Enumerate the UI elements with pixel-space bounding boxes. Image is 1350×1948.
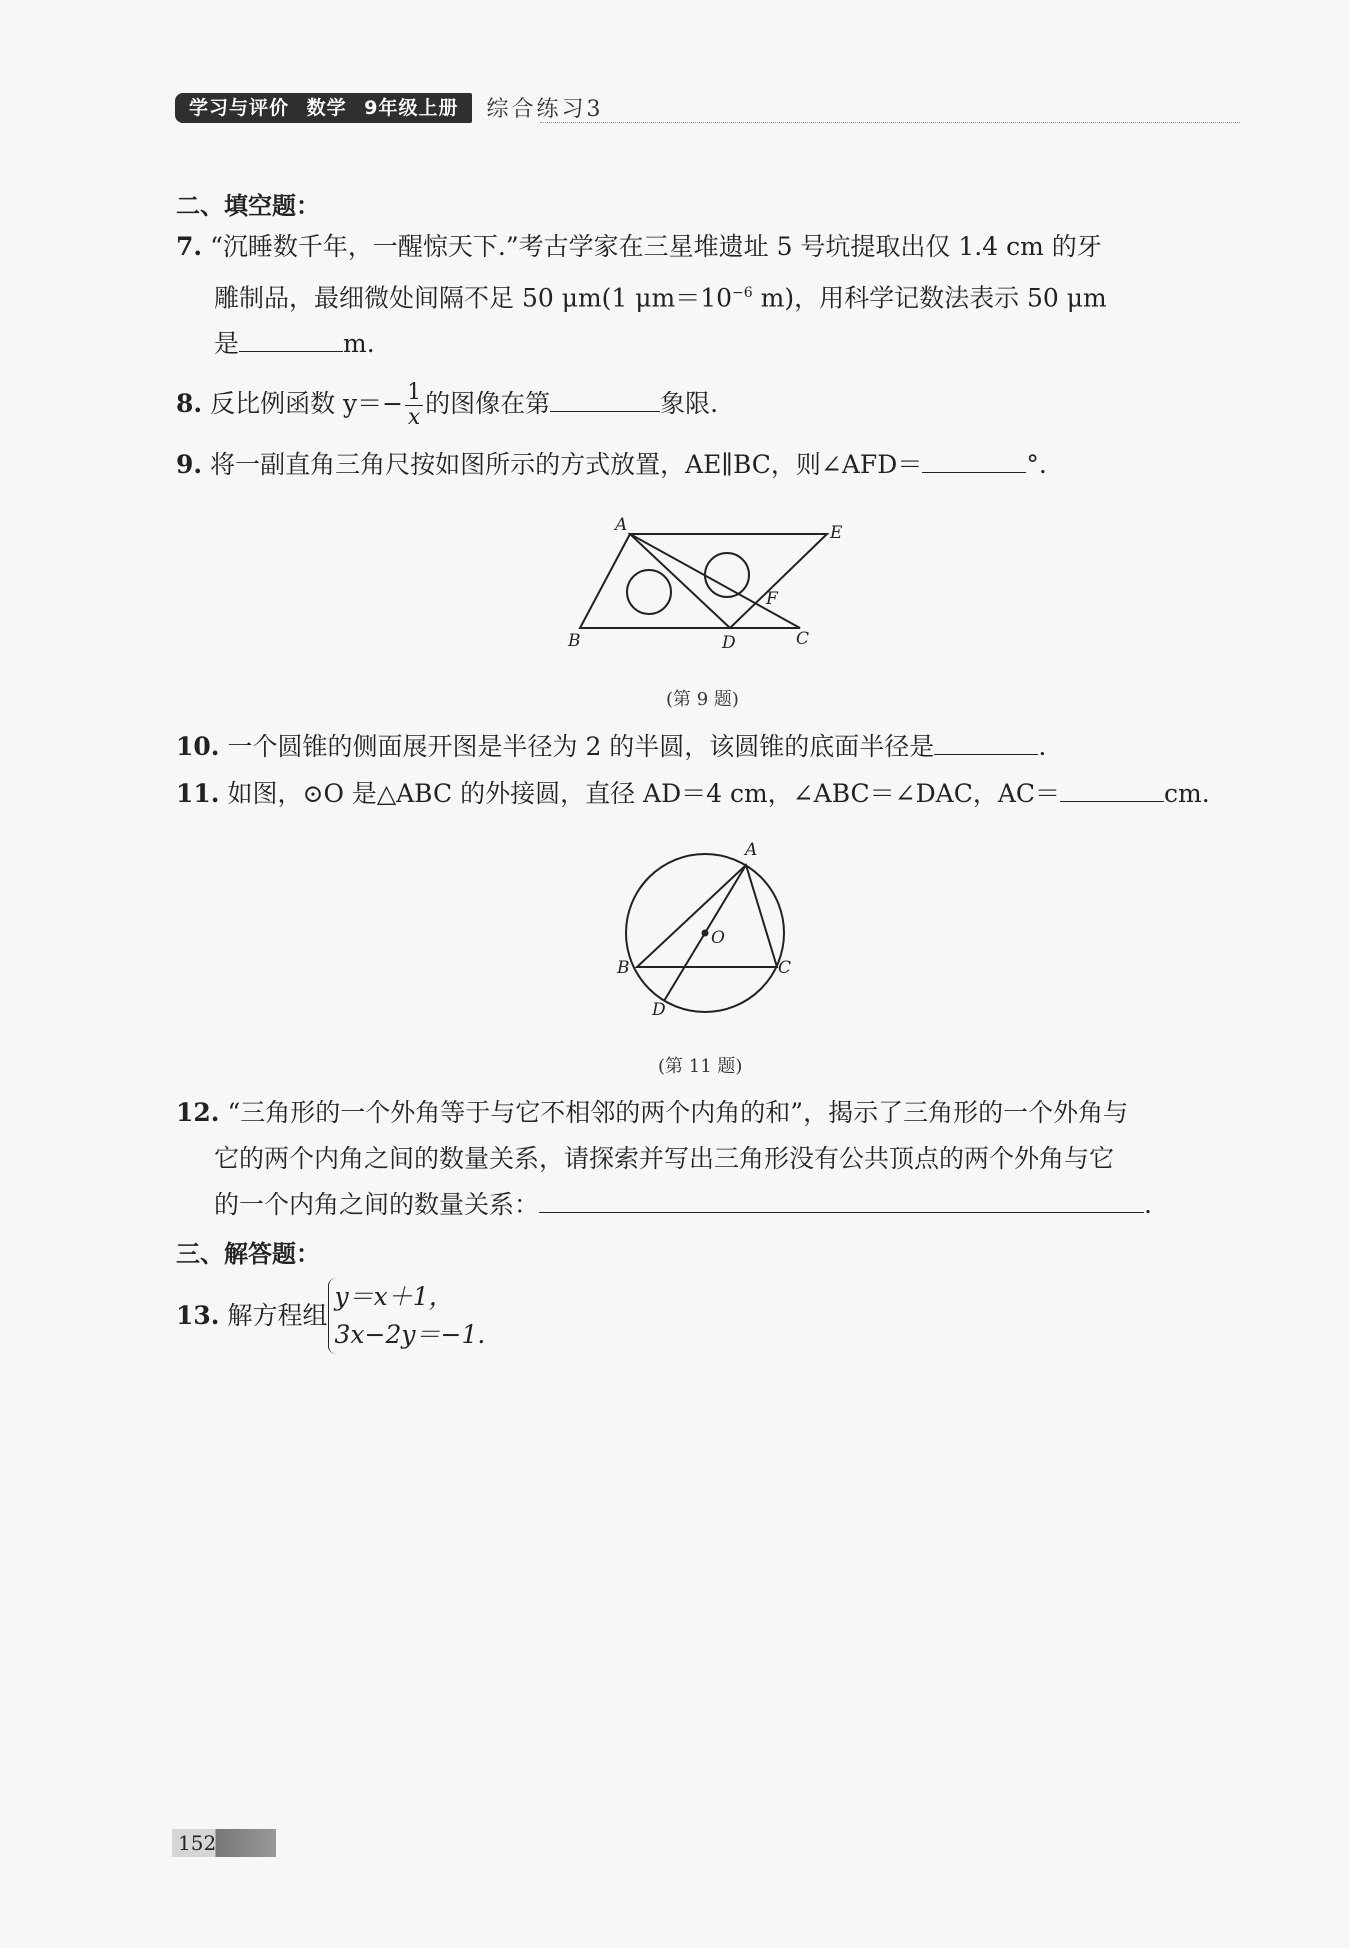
question-11 — [176, 771, 1236, 817]
figure-11-circle — [605, 835, 805, 1025]
equation-system — [328, 1278, 486, 1354]
q7-line3a: 是 — [214, 329, 240, 359]
label-b: B — [617, 958, 630, 978]
q12-line3a: 的一个内角之间的数量关系： — [214, 1190, 540, 1219]
page-number-tab — [172, 1829, 276, 1857]
answer-blank[interactable] — [922, 450, 1026, 473]
header-rule — [540, 122, 1240, 123]
q8-b: 的图像在第 — [425, 389, 551, 418]
fraction — [405, 381, 423, 430]
label-c: C — [778, 958, 792, 978]
question-number: 11. — [176, 779, 220, 808]
q8-a: 反比例函数 y＝− — [210, 389, 404, 418]
answer-blank[interactable] — [1060, 779, 1164, 802]
label-a: A — [745, 840, 758, 860]
q9-a: 将一副直角三角尺按如图所示的方式放置，AE∥BC，则∠AFD＝ — [210, 450, 923, 479]
circle-right — [705, 553, 749, 597]
q7-line1: “沉睡数千年，一醒惊天下.”考古学家在三星堆遗址 5 号坑提取出仅 1.4 cm 的牙 — [210, 232, 1102, 261]
book-tag: 学习与评价 数学 9年级上册 — [175, 93, 472, 123]
answer-blank[interactable] — [239, 329, 343, 352]
label-d: D — [652, 1000, 666, 1020]
q13-a: 解方程组 — [227, 1301, 328, 1330]
q8-c: 象限. — [660, 389, 719, 418]
equation-1: y＝x＋1， — [334, 1282, 454, 1311]
q10-a: 一个圆锥的侧面展开图是半径为 2 的半圆，该圆锥的底面半径是 — [227, 732, 935, 761]
page-number: 152 — [178, 1831, 217, 1855]
label-c: C — [796, 629, 810, 649]
question-13 — [176, 1278, 1236, 1354]
q12-line1: “三角形的一个外角等于与它不相邻的两个内角的和”，揭示了三角形的一个外角与 — [227, 1098, 1129, 1127]
question-number: 9. — [176, 450, 203, 479]
center-point — [702, 930, 709, 937]
q12-line3b: . — [1144, 1190, 1152, 1219]
q9-b: °. — [1026, 450, 1047, 479]
section-fill-heading: 二、填空题： — [176, 192, 320, 220]
label-e: E — [830, 523, 843, 543]
q7-line2a: 雕制品，最细微处间隔不足 50 μm(1 μm＝10 — [214, 283, 733, 313]
q12-line2: 它的两个内角之间的数量关系，请探索并写出三角形没有公共顶点的两个外角与它 — [214, 1144, 1115, 1173]
question-8 — [176, 378, 1236, 430]
label-b: B — [568, 631, 581, 651]
q11-a: 如图，⊙O 是△ABC 的外接圆，直径 AD＝4 cm，∠ABC＝∠DAC，AC＝ — [227, 779, 1061, 808]
question-7 — [176, 224, 1236, 367]
question-number: 8. — [176, 389, 203, 418]
figure-11-caption: (第 11 题) — [658, 1056, 743, 1077]
question-number: 13. — [176, 1301, 220, 1330]
label-a: A — [615, 515, 628, 535]
q7-line3b: m. — [343, 329, 375, 359]
question-9 — [176, 442, 1236, 488]
question-number: 12. — [176, 1098, 220, 1127]
answer-blank[interactable] — [550, 389, 660, 412]
q7-line2b: m)，用科学记数法表示 50 μm — [752, 283, 1107, 313]
label-f: F — [766, 589, 778, 609]
label-d: D — [722, 633, 736, 652]
question-10 — [176, 724, 1236, 770]
label-o: O — [711, 928, 725, 948]
fraction-numerator: 1 — [407, 380, 422, 405]
q11-b: cm. — [1164, 779, 1210, 808]
answer-blank[interactable] — [539, 1190, 1144, 1213]
q7-exponent: −6 — [732, 285, 753, 301]
triangle-abc — [637, 865, 777, 967]
figure-9-caption: (第 9 题) — [666, 689, 739, 710]
question-12 — [176, 1090, 1236, 1228]
section-solve-heading: 三、解答题： — [176, 1240, 320, 1268]
answer-blank[interactable] — [934, 732, 1038, 755]
circle-left — [627, 570, 671, 614]
figure-9-triangles — [560, 512, 860, 652]
question-number: 7. — [176, 232, 203, 261]
equation-2: 3x−2y＝−1. — [334, 1320, 486, 1349]
fraction-denominator: x — [407, 405, 421, 430]
page-header — [175, 92, 603, 123]
triangle-abc — [580, 534, 800, 628]
triangle-ade — [630, 534, 827, 628]
section-title: 综合练习3 — [486, 97, 604, 122]
question-number: 10. — [176, 732, 220, 761]
q10-b: . — [1038, 732, 1047, 761]
